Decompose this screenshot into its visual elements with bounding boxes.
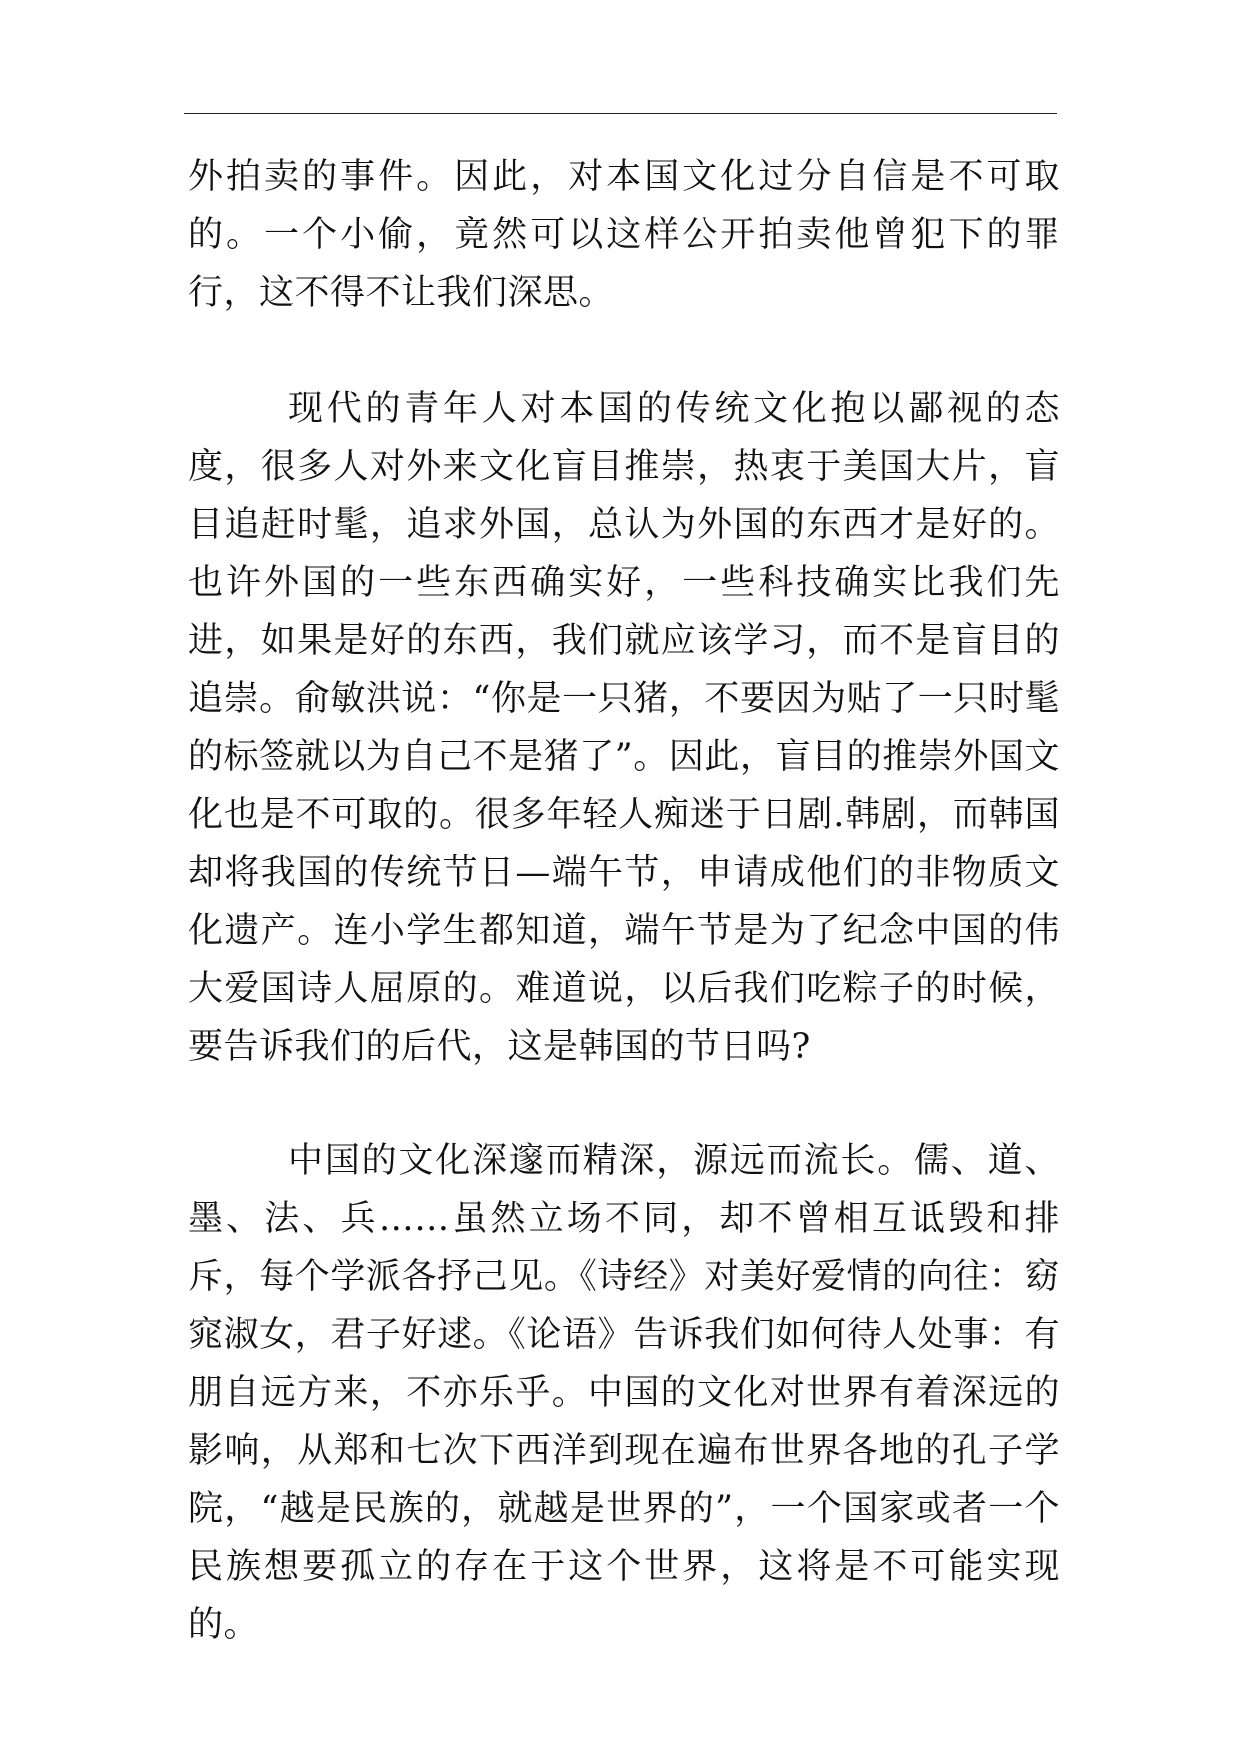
paragraph-youth-foreign-culture: 现代的青年人对本国的传统文化抱以鄙视的态度，很多人对外来文化盲目推崇，热衷于美国大片，盲目追赶时髦，追求外国，总认为外国的东西才是好的。也许外国的一些东西确实好，一些科技确实比我们先进，如果是好的东西，我们就应该学习，而不是盲目的追崇。俞敏洪说：“你是一只猪，不要因为贴了一只时髦的标签就以为自己不是猪了”。因此，盲目的推崇外国文化也是不可取的。很多年轻人痴迷于日剧.韩剧，而韩国却将我国的传统节日—端午节，申请成他们的非物质文化遗产。连小学生都知道，端午节是为了纪念中国的伟大爱国诗人屈原的。难道说，以后我们吃粽子的时候，要告诉我们的后代，这是韩国的节日吗? [188, 389, 1060, 1067]
paragraph-chinese-culture: 中国的文化深邃而精深，源远而流长。儒、道、墨、法、兵……虽然立场不同，却不曾相互诋毁和排斥，每个学派各抒己见。《诗经》对美好爱情的向往：窈窕淑女，君子好逑。《论语》告诉我们如何待人处事：有朋自远方来，不亦乐乎。中国的文化对世界有着深远的影响，从郑和七次下西洋到现在遍布世界各地的孔子学院，“越是民族的，就越是世界的”，一个国家或者一个民族想要孤立的存在于这个世界，这将是不可能实现的。 [188, 1141, 1060, 1645]
document-body [188, 148, 1060, 1654]
paragraph-continuation: 外拍卖的事件。因此，对本国文化过分自信是不可取的。一个小偷，竟然可以这样公开拍卖他曾犯下的罪行，这不得不让我们深思。 [188, 157, 1060, 313]
header-rule [184, 113, 1057, 114]
